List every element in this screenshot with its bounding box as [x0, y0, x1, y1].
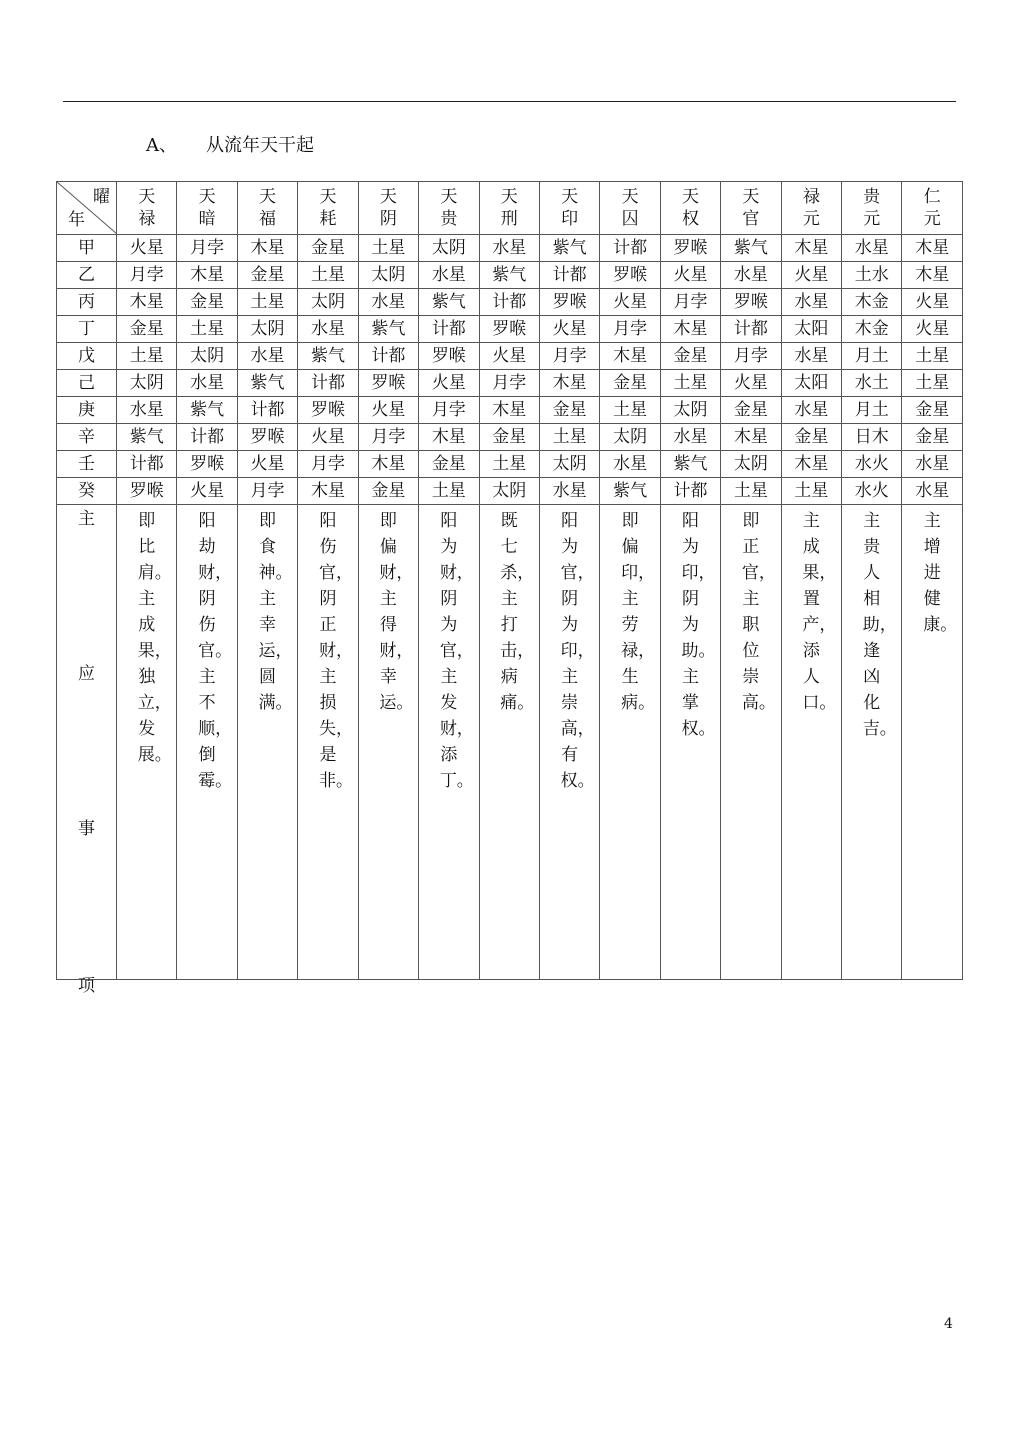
table-cell: 罗喉 — [479, 316, 539, 343]
table-cell: 紫气 — [479, 262, 539, 289]
table-cell: 月孛 — [660, 289, 720, 316]
meaning-cell — [298, 505, 358, 980]
table-cell: 罗喉 — [419, 343, 479, 370]
meaning-text: 即比肩。主成果，独立，发展。 — [137, 511, 172, 765]
table-cell: 太阳 — [781, 370, 841, 397]
table-cell: 水星 — [479, 235, 539, 262]
table-cell: 火星 — [902, 316, 963, 343]
corner-top-label: 曜 — [93, 187, 110, 207]
table-cell: 木星 — [539, 370, 599, 397]
table-cell: 土星 — [298, 262, 358, 289]
table-cell: 月土 — [842, 397, 902, 424]
table-cell: 月孛 — [721, 343, 781, 370]
table-cell: 火星 — [358, 397, 418, 424]
header-rule — [63, 101, 956, 102]
table-cell: 月孛 — [298, 451, 358, 478]
table-cell: 火星 — [117, 235, 177, 262]
table-cell: 土星 — [902, 370, 963, 397]
meaning-row — [57, 505, 963, 980]
column-header — [902, 182, 963, 235]
meaning-cell — [600, 505, 660, 980]
stem-cell: 戊 — [57, 343, 117, 370]
meaning-text: 即食神。主幸运，圆满。 — [258, 511, 293, 713]
column-header-char: 天 — [561, 187, 579, 207]
table-cell: 计都 — [660, 478, 720, 505]
column-header-char: 贵 — [440, 209, 458, 229]
meaning-cell — [419, 505, 479, 980]
table-cell: 水星 — [237, 343, 297, 370]
table-cell: 水星 — [902, 451, 963, 478]
column-header-char: 天 — [742, 187, 760, 207]
stem-cell: 辛 — [57, 424, 117, 451]
stem-cell: 庚 — [57, 397, 117, 424]
table-cell: 木星 — [479, 397, 539, 424]
table-cell: 金星 — [419, 451, 479, 478]
meaning-cell — [842, 505, 902, 980]
column-header-char: 天 — [198, 187, 216, 207]
table-cell: 日木 — [842, 424, 902, 451]
table-cell: 月孛 — [479, 370, 539, 397]
table-cell: 木星 — [177, 262, 237, 289]
column-header-char: 贵 — [863, 187, 881, 207]
column-header-char: 天 — [440, 187, 458, 207]
table-cell: 木星 — [600, 343, 660, 370]
table-cell: 土星 — [902, 343, 963, 370]
table-cell: 金星 — [721, 397, 781, 424]
table-cell: 木星 — [117, 289, 177, 316]
column-header-char: 天 — [319, 187, 337, 207]
table-cell: 水星 — [721, 262, 781, 289]
meaning-cell — [358, 505, 418, 980]
stem-cell: 丙 — [57, 289, 117, 316]
table-cell: 计都 — [298, 370, 358, 397]
table-cell: 紫气 — [539, 235, 599, 262]
table-cell: 罗喉 — [117, 478, 177, 505]
meaning-text: 阳劫财，阴伤官。主不顺，倒霉。 — [198, 511, 233, 791]
table-cell: 月孛 — [237, 478, 297, 505]
star-table — [56, 181, 963, 996]
table-row — [57, 370, 963, 397]
table-cell: 金星 — [660, 343, 720, 370]
meaning-cell — [902, 505, 963, 980]
column-header — [539, 182, 599, 235]
table-cell: 计都 — [177, 424, 237, 451]
table-cell: 月孛 — [539, 343, 599, 370]
table-cell: 木星 — [237, 235, 297, 262]
column-header-char: 囚 — [621, 209, 639, 229]
table-cell: 水星 — [177, 370, 237, 397]
corner-bottom-label: 年 — [68, 210, 85, 230]
table-cell: 木星 — [781, 235, 841, 262]
table-row — [57, 424, 963, 451]
table-cell: 火星 — [479, 343, 539, 370]
section-heading — [146, 131, 314, 157]
table-cell: 紫气 — [419, 289, 479, 316]
meaning-text: 即正官，主职位崇高。 — [741, 511, 776, 713]
header-row — [57, 182, 963, 235]
meaning-text: 主增进健康。 — [923, 511, 958, 635]
table-cell: 木星 — [298, 478, 358, 505]
table-cell: 太阴 — [298, 289, 358, 316]
meaning-text: 即偏财，主得财，幸运。 — [379, 511, 414, 713]
table-cell: 太阴 — [721, 451, 781, 478]
column-header — [660, 182, 720, 235]
table-cell: 紫气 — [660, 451, 720, 478]
table-cell: 火星 — [781, 262, 841, 289]
meaning-label-char: 事 — [78, 819, 95, 839]
section-label: A、 — [146, 135, 177, 156]
table-cell: 月孛 — [600, 316, 660, 343]
meaning-text: 阳为官，阴为印，主崇高，有权。 — [560, 511, 595, 791]
table-cell: 紫气 — [177, 397, 237, 424]
table-cell: 木星 — [902, 262, 963, 289]
table-cell: 计都 — [358, 343, 418, 370]
table-cell: 木星 — [781, 451, 841, 478]
table-cell: 水星 — [842, 235, 902, 262]
meaning-cell — [660, 505, 720, 980]
table-cell: 金星 — [902, 397, 963, 424]
table-cell: 计都 — [600, 235, 660, 262]
column-header-char: 阴 — [379, 209, 397, 229]
meaning-cell — [721, 505, 781, 980]
table-row — [57, 343, 963, 370]
table-cell: 月孛 — [177, 235, 237, 262]
column-header-char: 天 — [500, 187, 518, 207]
table-cell: 罗喉 — [600, 262, 660, 289]
column-header-char: 禄 — [138, 209, 156, 229]
table-cell: 紫气 — [600, 478, 660, 505]
stem-cell: 丁 — [57, 316, 117, 343]
meaning-text: 主成果，置产，添人口。 — [802, 511, 837, 713]
table-cell: 计都 — [539, 262, 599, 289]
column-header-char: 天 — [379, 187, 397, 207]
table-cell: 土星 — [419, 478, 479, 505]
table-cell: 金星 — [177, 289, 237, 316]
table-cell: 太阴 — [479, 478, 539, 505]
table-cell: 火星 — [600, 289, 660, 316]
table-cell: 木星 — [419, 424, 479, 451]
stem-cell: 癸 — [57, 478, 117, 505]
table-cell: 木金 — [842, 316, 902, 343]
table-cell: 火星 — [419, 370, 479, 397]
column-header-char: 元 — [923, 209, 941, 229]
column-header — [177, 182, 237, 235]
table-cell: 水星 — [117, 397, 177, 424]
table-row — [57, 289, 963, 316]
column-header-char: 天 — [621, 187, 639, 207]
table-cell: 罗喉 — [237, 424, 297, 451]
table-cell: 金星 — [902, 424, 963, 451]
table-cell: 计都 — [479, 289, 539, 316]
column-header-char: 印 — [561, 209, 579, 229]
stem-cell: 壬 — [57, 451, 117, 478]
column-header-char: 天 — [259, 187, 277, 207]
column-header — [358, 182, 418, 235]
column-header-char: 官 — [742, 209, 760, 229]
table-cell: 金星 — [117, 316, 177, 343]
table-cell: 水星 — [781, 343, 841, 370]
table-cell: 罗喉 — [298, 397, 358, 424]
table-cell: 水火 — [842, 451, 902, 478]
column-header — [419, 182, 479, 235]
table-cell: 火星 — [902, 289, 963, 316]
column-header — [298, 182, 358, 235]
table-cell: 太阴 — [419, 235, 479, 262]
meaning-cell — [237, 505, 297, 980]
table-cell: 木星 — [902, 235, 963, 262]
table-cell: 土星 — [600, 397, 660, 424]
table-cell: 土星 — [660, 370, 720, 397]
column-header-char: 暗 — [198, 209, 216, 229]
table-cell: 罗喉 — [660, 235, 720, 262]
table-cell: 太阴 — [117, 370, 177, 397]
corner-cell — [57, 182, 117, 235]
table-cell: 火星 — [177, 478, 237, 505]
meaning-text: 阳为印，阴为助。主掌权。 — [681, 511, 716, 739]
table-cell: 火星 — [721, 370, 781, 397]
meaning-label-char: 主 — [78, 509, 95, 529]
table-cell: 太阴 — [177, 343, 237, 370]
table-cell: 紫气 — [721, 235, 781, 262]
table-cell: 计都 — [419, 316, 479, 343]
table-cell: 月孛 — [419, 397, 479, 424]
table-cell: 水星 — [781, 289, 841, 316]
meaning-text: 主贵人相助，逢凶化吉。 — [862, 511, 897, 739]
table-cell: 紫气 — [298, 343, 358, 370]
table-cell: 计都 — [237, 397, 297, 424]
table-cell: 火星 — [237, 451, 297, 478]
column-header — [600, 182, 660, 235]
table-cell: 土星 — [479, 451, 539, 478]
table-cell: 罗喉 — [539, 289, 599, 316]
column-header — [842, 182, 902, 235]
table-row — [57, 235, 963, 262]
column-header — [117, 182, 177, 235]
column-header-char: 禄 — [802, 187, 820, 207]
table-row — [57, 316, 963, 343]
meaning-cell — [479, 505, 539, 980]
column-header — [781, 182, 841, 235]
table-cell: 木星 — [358, 451, 418, 478]
table-cell: 计都 — [117, 451, 177, 478]
column-header — [721, 182, 781, 235]
column-header-char: 仁 — [923, 187, 941, 207]
meaning-label-char: 项 — [78, 976, 95, 996]
table-cell: 罗喉 — [358, 370, 418, 397]
table-cell: 太阴 — [660, 397, 720, 424]
table-cell: 火星 — [298, 424, 358, 451]
column-header — [479, 182, 539, 235]
table-cell: 土星 — [177, 316, 237, 343]
column-header-char: 刑 — [500, 209, 518, 229]
column-header-char: 福 — [259, 209, 277, 229]
column-header — [237, 182, 297, 235]
table-cell: 火星 — [660, 262, 720, 289]
table-cell: 金星 — [237, 262, 297, 289]
table-cell: 水星 — [781, 397, 841, 424]
page-number: 4 — [944, 1316, 953, 1332]
table-cell: 紫气 — [358, 316, 418, 343]
table-cell: 紫气 — [117, 424, 177, 451]
table-cell: 火星 — [539, 316, 599, 343]
table-cell: 水星 — [298, 316, 358, 343]
table-cell: 木星 — [721, 424, 781, 451]
table-cell: 罗喉 — [721, 289, 781, 316]
table-cell: 太阴 — [600, 424, 660, 451]
meaning-text: 即偏印，主劳禄，生病。 — [621, 511, 656, 713]
table-cell: 水星 — [902, 478, 963, 505]
table-cell: 土星 — [721, 478, 781, 505]
table-cell: 金星 — [298, 235, 358, 262]
table-cell: 太阴 — [539, 451, 599, 478]
table-cell: 土星 — [117, 343, 177, 370]
meaning-cell — [177, 505, 237, 980]
table-cell: 月孛 — [358, 424, 418, 451]
table-cell: 水星 — [539, 478, 599, 505]
meaning-cell — [117, 505, 177, 980]
stem-cell: 甲 — [57, 235, 117, 262]
table-cell: 水星 — [358, 289, 418, 316]
meaning-label-char: 应 — [78, 664, 95, 684]
table-row — [57, 397, 963, 424]
column-header-char: 元 — [863, 209, 881, 229]
column-header-char: 天 — [682, 187, 699, 207]
table-cell: 太阴 — [237, 316, 297, 343]
table-cell: 土水 — [842, 262, 902, 289]
section-title: 从流年天干起 — [206, 135, 314, 156]
table-cell: 金星 — [781, 424, 841, 451]
table-cell: 金星 — [600, 370, 660, 397]
meaning-text: 阳伤官，阴正财，主损失，是非。 — [318, 511, 353, 791]
table-cell: 太阳 — [781, 316, 841, 343]
table-cell: 金星 — [358, 478, 418, 505]
table-cell: 计都 — [721, 316, 781, 343]
meaning-text: 阳为财，阴为官，主发财，添丁。 — [439, 511, 474, 791]
table-cell: 水土 — [842, 370, 902, 397]
meaning-label-cell — [57, 505, 117, 996]
table-cell: 水火 — [842, 478, 902, 505]
table-cell: 木金 — [842, 289, 902, 316]
table-cell: 木星 — [660, 316, 720, 343]
meaning-text: 既七杀，主打击，病痛。 — [500, 511, 535, 713]
table-row — [57, 262, 963, 289]
table-cell: 月土 — [842, 343, 902, 370]
table-cell: 土星 — [358, 235, 418, 262]
table-cell: 水星 — [600, 451, 660, 478]
column-header-char: 耗 — [319, 209, 337, 229]
table-cell: 月孛 — [117, 262, 177, 289]
table-cell: 土星 — [539, 424, 599, 451]
table-cell: 金星 — [539, 397, 599, 424]
stem-cell: 己 — [57, 370, 117, 397]
table-cell: 罗喉 — [177, 451, 237, 478]
column-header-char: 权 — [682, 209, 699, 229]
table-cell: 土星 — [781, 478, 841, 505]
table-cell: 水星 — [419, 262, 479, 289]
stem-cell: 乙 — [57, 262, 117, 289]
meaning-cell — [781, 505, 841, 980]
table-cell: 金星 — [479, 424, 539, 451]
table-cell: 太阴 — [358, 262, 418, 289]
table-cell: 紫气 — [237, 370, 297, 397]
table-row — [57, 478, 963, 505]
meaning-cell — [539, 505, 599, 980]
column-header-char: 天 — [138, 187, 156, 207]
column-header-char: 元 — [802, 209, 820, 229]
table-cell: 土星 — [237, 289, 297, 316]
table-cell: 水星 — [660, 424, 720, 451]
table-row — [57, 451, 963, 478]
